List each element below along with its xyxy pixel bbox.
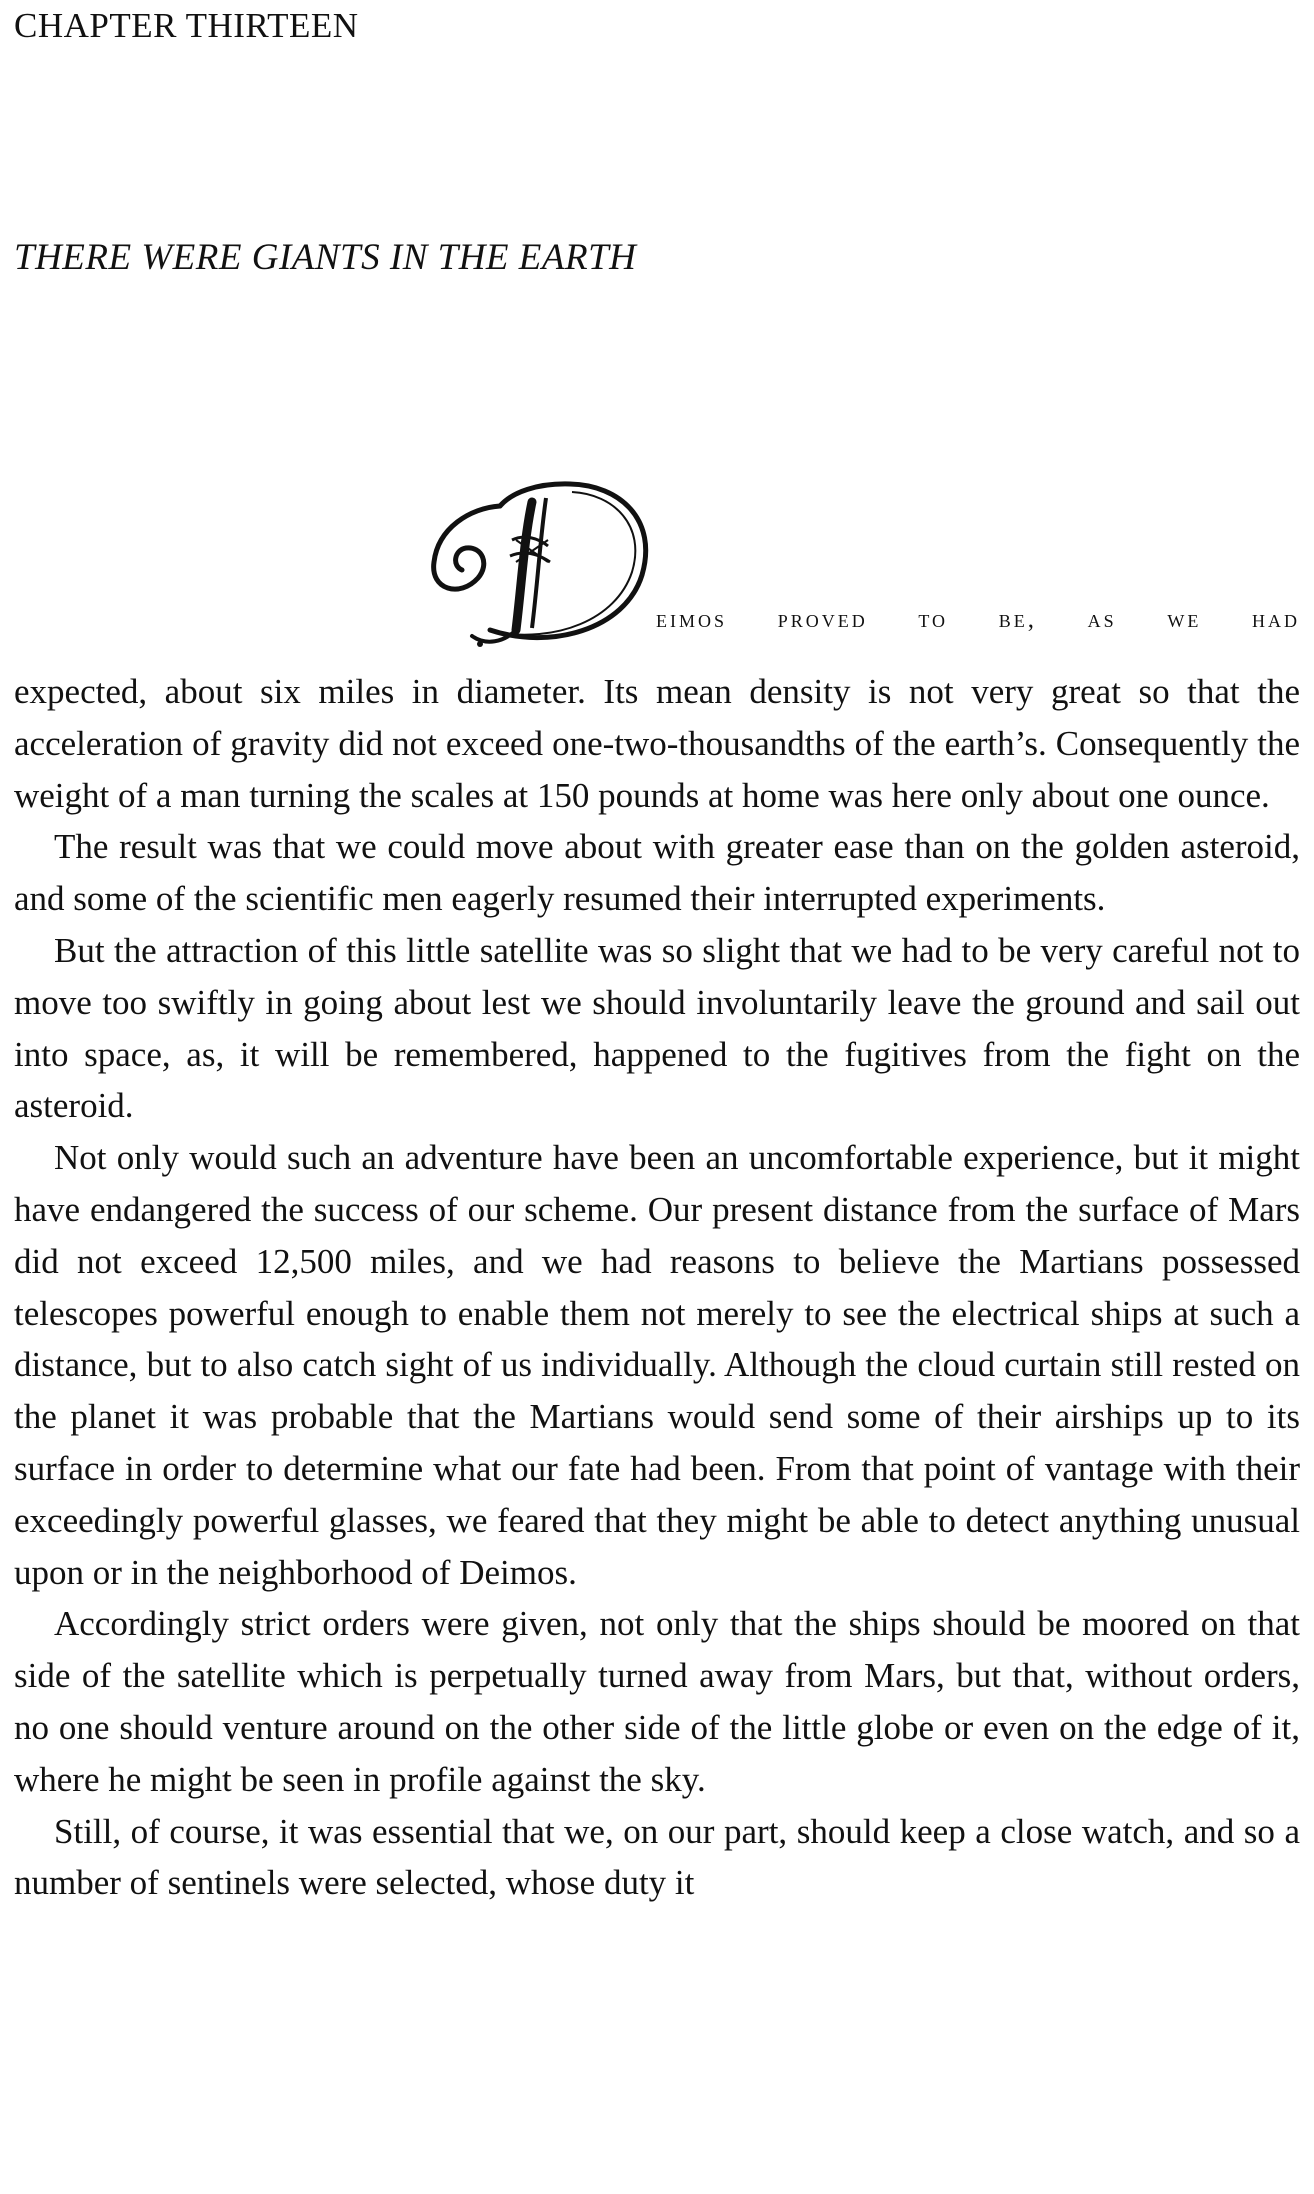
opening-word: eimos [656, 606, 728, 633]
opening-word: to [918, 606, 949, 633]
opening-word: had [1252, 606, 1300, 633]
paragraph: But the attraction of this little satellite was so slight that we had to be very careful not to move too swiftly in going about lest we should involuntarily leave the ground and sail out into space, as, it will be remembered, happened to the fugitives from the fight on the asteroid. [14, 930, 1300, 1126]
opening-word: proved [777, 606, 868, 633]
paragraph: The result was that we could move about with greater ease than on the golden asteroid, and some of the scientific men eagerly resumed their interrupted experiments. [14, 827, 1300, 919]
paragraph: expected, about six miles in diameter. Its mean density is not very great so that the acceleration of gravity did not exceed one-two-thousandths of the earth’s. Consequently the weight of a man turning the scales at 150 pounds at home was here only about one ounce. [14, 672, 1300, 815]
paragraph: Not only would such an adventure have been an uncomfortable experience, but it might have endangered the success of our scheme. Our present distance from the surface of Mars did not exceed 12,500 miles, and we had reasons to believe the Martians possessed telescopes powerful enough to enable them not merely to see the electrical ships at such a distance, but to also catch sight of us individually. Although the cloud curtain still rested on the planet it was probable that the Martians would send some of their airships up to its surface in order to determine what our fate had been. From that point of vantage with their exceedingly powerful glasses, we feared that they might be able to detect anything unusual upon or in the neighborhood of Deimos. [14, 1138, 1300, 1592]
drop-cap-ornament [420, 480, 660, 650]
opening-word: we [1167, 606, 1202, 633]
opening-word: as [1087, 606, 1117, 633]
paragraph: Accordingly strict orders were given, not only that the ships should be moored on that side of the satellite which is perpetually turned away from Mars, but that, without orders, no one should venture around on the other side of the little globe or even on the edge of it, where he might be seen in profile against the sky. [14, 1604, 1300, 1799]
drop-cap-opening-line [656, 606, 1300, 634]
opening-word: be, [998, 606, 1037, 633]
paragraph: Still, of course, it was essential that we, on our part, should keep a close watch, and so a number of sentinels were selected, whose duty it [14, 1811, 1300, 1903]
chapter-body [14, 666, 1300, 1909]
chapter-heading: CHAPTER THIRTEEN [14, 6, 359, 45]
chapter-title: THERE WERE GIANTS IN THE EARTH [14, 237, 637, 278]
